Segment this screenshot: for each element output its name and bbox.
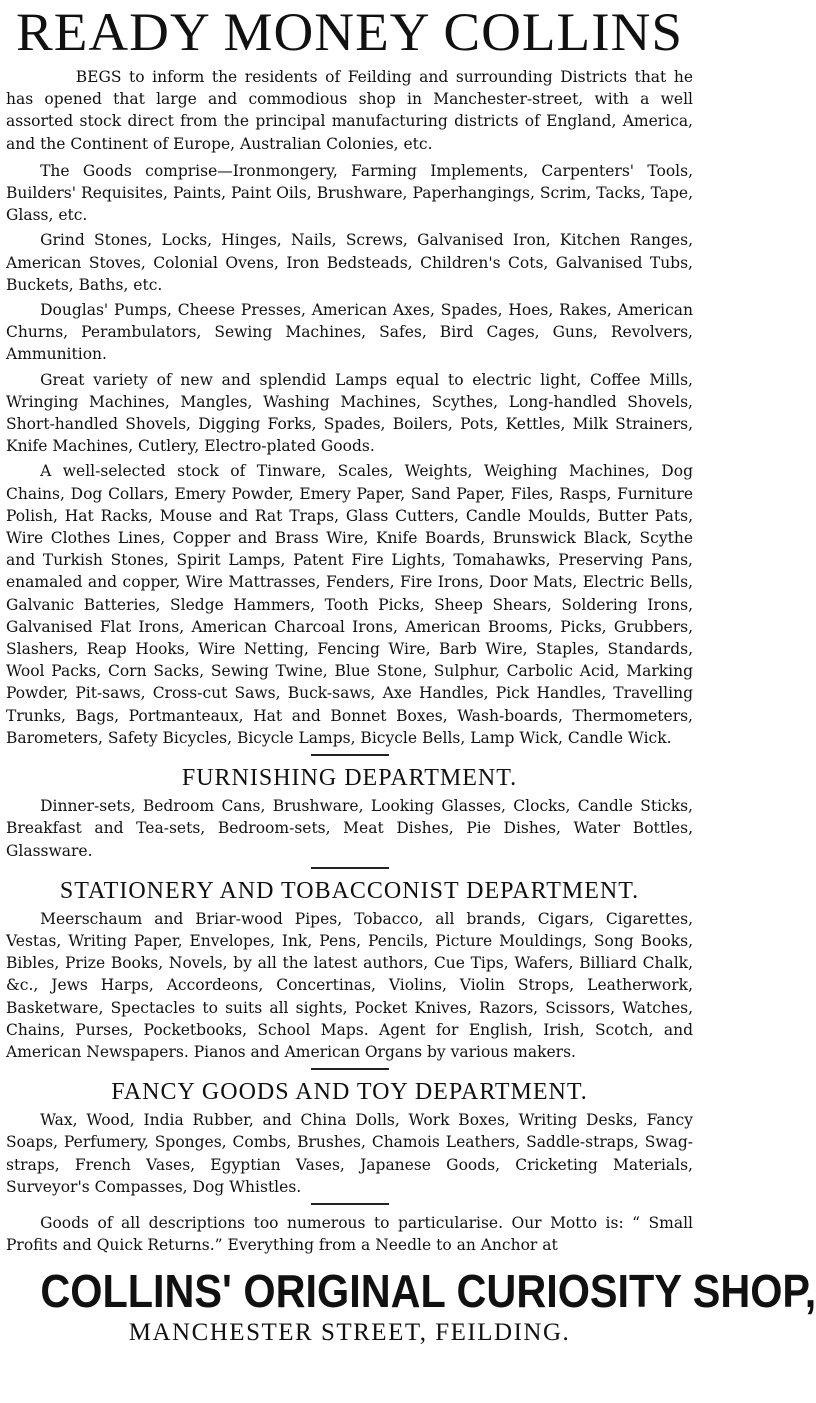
goods-paragraph: A well-selected stock of Tinware, Scales, Weights, Weighing Machines, Dog Chains, Dog Collars, Emery Powder, Emery Paper, Sand Paper, Files, Rasps, Furniture Polish, Hat Racks, Mouse and Rat Traps, Glass Cutters, Candle Moulds, Butter Pats, Wire Clothes Lines, Copper and Brass Wire, Knife Boards, Brunswick Black, Scythe and Turkish Stones, Spirit Lamps, Patent Fire Lights, Tomahawks, Preserving Pans, enamaled and copper, Wire Mattrasses, Fenders, Fire Irons, Door Mats, Electric Bells, Galvanic Batteries, Sledge Hammers, Tooth Picks, Sheep Shears, Soldering Irons, Galvanised Flat Irons, American Charcoal Irons, American Brooms, Picks, Grubbers, Slashers, Reap Hooks, Wire Netting, Fencing Wire, Barb Wire, Staples, Standards, Wool Packs, Corn Sacks, Sewing Twine, Blue Stone, Sulphur, Carbolic Acid, Marking Powder, Pit-saws, Cross-cut Saws, Buck-saws, Axe Handles, Pick Handles, Travelling Trunks, Bags, Portmanteaux, Hat and Bonnet Boxes, Wash-boards, Thermometers, Barometers, Safety Bicycles, Bicycle Lamps, Bicycle Bells, Lamp Wick, Candle Wick. [6, 462, 693, 747]
closing-paragraph: Goods of all descriptions too numerous to particularise. Our Motto is: “ Small Profits and Quick Returns.” Everything from a Needle to an Anchor at [6, 1213, 693, 1255]
section-divider [311, 754, 389, 756]
intro-paragraph: BEGS to inform the residents of Feilding and surrounding Districts that he has opened that large and commodious shop in Manchester-street, with a well assorted stock direct from the principal manufacturing districts of England, America, and the Continent of Europe, Australian Colonies, etc. [6, 68, 693, 153]
stationery-text: Meerschaum and Briar-wood Pipes, Tobacco, all brands, Cigars, Cigarettes, Vestas, Writing Paper, Envelopes, Ink, Pens, Pencils, Picture Mouldings, Song Books, Bibles, Prize Books, Novels, by all the latest authors, Cue Tips, Wafers, Billiard Chalk, &c., Jews Harps, Accordeons, Concertinas, Violins, Violin Strops, Leatherwork, Basketware, Spectacles to suits all sights, Pocket Knives, Razors, Scissors, Watches, Chains, Purses, Pocketbooks, School Maps. Agent for English, Irish, Scotch, and American Newspapers. Pianos and American Organs by various makers. [6, 909, 693, 1061]
goods-paragraph: Grind Stones, Locks, Hinges, Nails, Screws, Galvanised Iron, Kitchen Ranges, American Stoves, Colonial Ovens, Iron Bedsteads, Children's Cots, Galvanised Tubs, Buckets, Baths, etc. [6, 231, 693, 294]
furnishing-heading: FURNISHING DEPARTMENT. [181, 765, 518, 792]
stationery-heading: STATIONERY AND TOBACCONIST DEPARTMENT. [59, 877, 640, 904]
section-divider [311, 867, 389, 869]
shop-name: COLLINS' ORIGINAL CURIOSITY SHOP, [40, 1265, 816, 1318]
furnishing-text: Dinner-sets, Bedroom Cans, Brushware, Looking Glasses, Clocks, Candle Sticks, Breakfast and Tea-sets, Bedroom-sets, Meat Dishes, Pie Dishes, Water Bottles, Glassware. [6, 797, 693, 860]
fancy-text: Wax, Wood, India Rubber, and China Dolls, Work Boxes, Writing Desks, Fancy Soaps, Perfumery, Sponges, Combs, Brushes, Chamois Leathers, Saddle-straps, Swag-straps, French Vases, Egyptian Vases, Japanese Goods, Cricketing Materials, Surveyor's Compasses, Dog Whistles. [6, 1111, 693, 1196]
goods-paragraph: The Goods comprise—Ironmongery, Farming Implements, Carpenters' Tools, Builders' Requisites, Paints, Paint Oils, Brushware, Paperhangings, Scrim, Tacks, Tape, Glass, etc. [6, 161, 693, 225]
headline: READY MONEY COLLINS [15, 2, 684, 62]
fancy-heading: FANCY GOODS AND TOY DEPARTMENT. [111, 1079, 588, 1106]
section-divider [311, 1203, 389, 1205]
section-divider [311, 1068, 389, 1070]
shop-address: MANCHESTER STREET, FEILDING. [128, 1319, 571, 1347]
goods-paragraph: Douglas' Pumps, Cheese Presses, American Axes, Spades, Hoes, Rakes, American Churns, Perambulators, Sewing Machines, Safes, Bird Cages, Guns, Revolvers, Ammunition. [6, 301, 693, 364]
goods-paragraph: Great variety of new and splendid Lamps equal to electric light, Coffee Mills, Wringing Machines, Mangles, Washing Machines, Scythes, Long-handled Shovels, Short-handled Shovels, Digging Forks, Spades, Boilers, Pots, Kettles, Milk Strainers, Knife Machines, Cutlery, Electro-plated Goods. [6, 370, 693, 456]
